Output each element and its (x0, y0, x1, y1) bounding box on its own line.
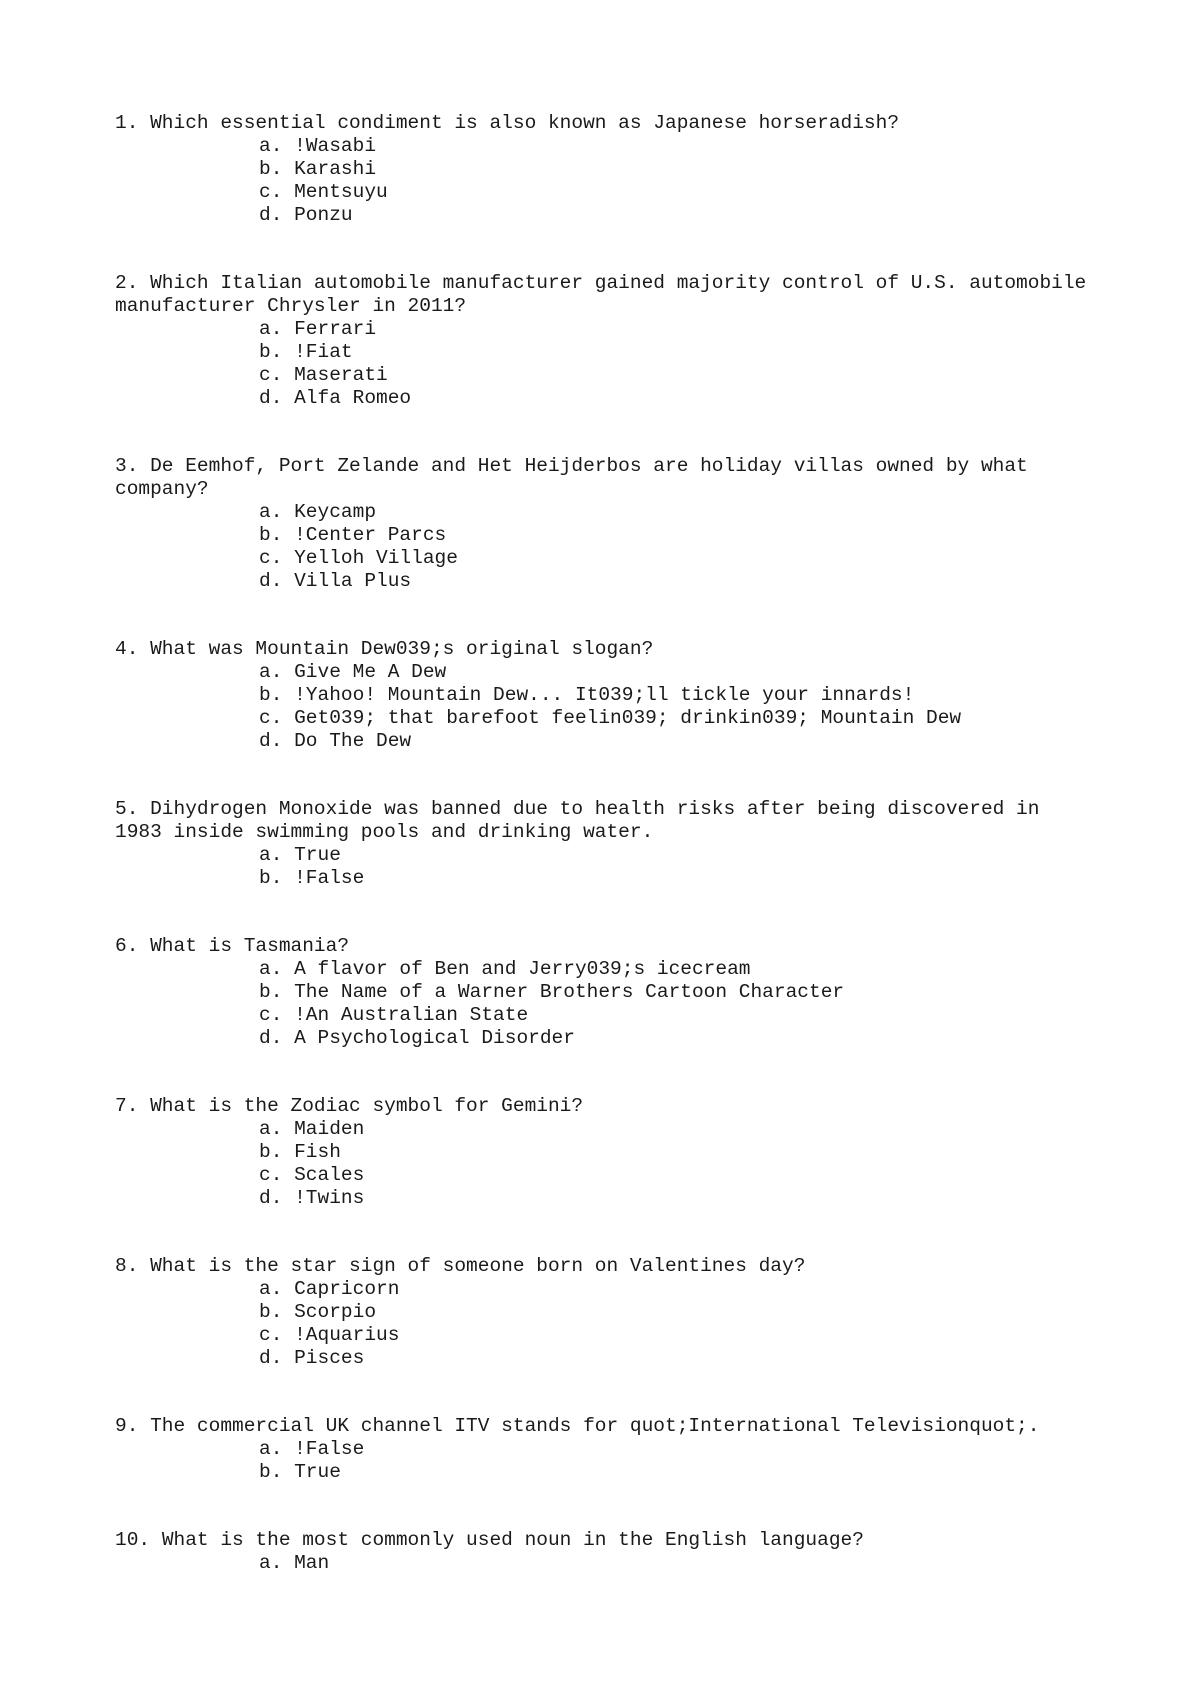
answer-option (259, 1004, 1095, 1027)
question-text (115, 1255, 1095, 1278)
question-number: 7 . (115, 1095, 150, 1117)
option-letter: b . (259, 524, 294, 546)
option-letter: d . (259, 1347, 294, 1369)
option-letter: b . (259, 158, 294, 180)
question-text (115, 638, 1095, 661)
answer-option (259, 547, 1095, 570)
option-text: !Wasabi (294, 135, 377, 157)
quiz-question (115, 112, 1095, 227)
quiz-question (115, 1255, 1095, 1370)
option-letter: b . (259, 1141, 294, 1163)
option-text: True (294, 844, 341, 866)
answer-option (259, 1278, 1095, 1301)
question-prompt: What was Mountain Dew039;s original slogan? (150, 638, 654, 660)
option-letter: a . (259, 844, 294, 866)
option-text: Pisces (294, 1347, 365, 1369)
option-letter: c . (259, 547, 294, 569)
question-text (115, 272, 1098, 318)
option-letter: c . (259, 1004, 294, 1026)
question-number: 4 . (115, 638, 150, 660)
option-text: Alfa Romeo (294, 387, 412, 409)
option-text: Give Me A Dew (294, 661, 447, 683)
question-number: 1 . (115, 112, 150, 134)
option-letter: a . (259, 501, 294, 523)
quiz-question (115, 272, 1098, 410)
answer-option (259, 867, 1095, 890)
option-letter: c . (259, 707, 294, 729)
answer-option (259, 661, 1095, 684)
option-letter: a . (259, 135, 294, 157)
answer-option (259, 204, 1095, 227)
question-text (115, 1095, 1095, 1118)
answer-option (259, 364, 1095, 387)
option-text: !Aquarius (294, 1324, 400, 1346)
option-text: Scorpio (294, 1301, 377, 1323)
option-letter: a . (259, 1118, 294, 1140)
question-number: 6 . (115, 935, 150, 957)
option-text: Yelloh Village (294, 547, 458, 569)
answer-option (259, 684, 1095, 707)
quiz-list (115, 112, 1098, 1620)
quiz-question (115, 935, 1095, 1050)
option-text: !Center Parcs (294, 524, 447, 546)
option-letter: c . (259, 1164, 294, 1186)
answer-option (259, 158, 1095, 181)
option-letter: a . (259, 1278, 294, 1300)
question-text (115, 455, 1095, 501)
answer-option (259, 1118, 1095, 1141)
option-text: Capricorn (294, 1278, 400, 1300)
option-letter: c . (259, 1324, 294, 1346)
quiz-question (115, 1415, 1095, 1484)
option-text: Scales (294, 1164, 365, 1186)
option-letter: d . (259, 1027, 294, 1049)
answer-option (259, 1187, 1095, 1210)
option-letter: d . (259, 387, 294, 409)
option-text: Maserati (294, 364, 388, 386)
answer-option (259, 1347, 1095, 1370)
question-number: 10 . (115, 1529, 162, 1551)
option-text: Mentsuyu (294, 181, 388, 203)
option-text: A flavor of Ben and Jerry039;s icecream (294, 958, 751, 980)
quiz-question (115, 798, 1095, 890)
answer-option (259, 1027, 1095, 1050)
answer-option (259, 1438, 1095, 1461)
question-prompt: Which essential condiment is also known as Japanese horseradish? (150, 112, 900, 134)
option-text: Villa Plus (294, 570, 412, 592)
quiz-question (115, 1529, 1095, 1575)
option-letter: a . (259, 1552, 294, 1574)
option-text: !An Australian State (294, 1004, 529, 1026)
answer-option (259, 1461, 1095, 1484)
answer-option (259, 570, 1095, 593)
option-text: Do The Dew (294, 730, 412, 752)
option-text: Man (294, 1552, 330, 1574)
quiz-question (115, 455, 1095, 593)
answer-option (259, 981, 1095, 1004)
option-text: !Yahoo! Mountain Dew... It039;ll tickle your innards! (294, 684, 915, 706)
option-text: Fish (294, 1141, 341, 1163)
option-text: Karashi (294, 158, 377, 180)
option-letter: b . (259, 341, 294, 363)
option-text: A Psychological Disorder (294, 1027, 575, 1049)
option-letter: d . (259, 204, 294, 226)
option-letter: c . (259, 364, 294, 386)
option-letter: b . (259, 684, 294, 706)
question-number: 8 . (115, 1255, 150, 1277)
question-prompt: De Eemhof, Port Zelande and Het Heijderbos are holiday villas owned by what company? (115, 455, 1040, 500)
option-text: The Name of a Warner Brothers Cartoon Character (294, 981, 845, 1003)
answer-option (259, 1141, 1095, 1164)
option-text: !Fiat (294, 341, 353, 363)
answer-option (259, 1301, 1095, 1324)
quiz-question (115, 1095, 1095, 1210)
answer-option (259, 341, 1095, 364)
question-text (115, 935, 1095, 958)
option-text: Ferrari (294, 318, 377, 340)
answer-option (259, 958, 1095, 981)
question-number: 5 . (115, 798, 150, 820)
option-text: Get039; that barefoot feelin039; drinkin039; Mountain Dew (294, 707, 962, 729)
question-number: 9 . (115, 1415, 150, 1437)
question-prompt: Dihydrogen Monoxide was banned due to health risks after being discovered in 1983 inside swimming pools and drinking water. (115, 798, 1052, 843)
option-letter: b . (259, 1461, 294, 1483)
option-letter: b . (259, 1301, 294, 1323)
option-text: Keycamp (294, 501, 377, 523)
option-text: True (294, 1461, 341, 1483)
quiz-question (115, 638, 1095, 753)
question-prompt: Which Italian automobile manufacturer gained majority control of U.S. automobile manufacturer Chrysler in 2011? (115, 272, 1098, 317)
answer-option (259, 844, 1095, 867)
option-letter: d . (259, 1187, 294, 1209)
option-letter: a . (259, 318, 294, 340)
question-number: 3 . (115, 455, 150, 477)
question-prompt: What is the Zodiac symbol for Gemini? (150, 1095, 584, 1117)
option-letter: d . (259, 570, 294, 592)
question-prompt: What is the most commonly used noun in the English language? (161, 1529, 864, 1551)
question-text (115, 1415, 1095, 1438)
option-letter: a . (259, 958, 294, 980)
answer-option (259, 1164, 1095, 1187)
answer-option (259, 135, 1095, 158)
answer-option (259, 501, 1095, 524)
option-text: !Twins (294, 1187, 365, 1209)
option-text: Ponzu (294, 204, 353, 226)
option-letter: c . (259, 181, 294, 203)
question-prompt: What is Tasmania? (150, 935, 350, 957)
answer-option (259, 1552, 1095, 1575)
answer-option (259, 1324, 1095, 1347)
option-letter: a . (259, 661, 294, 683)
answer-option (259, 730, 1095, 753)
answer-option (259, 318, 1095, 341)
question-number: 2 . (115, 272, 150, 294)
question-prompt: What is the star sign of someone born on Valentines day? (150, 1255, 806, 1277)
question-prompt: The commercial UK channel ITV stands for quot;International Televisionquot;. (150, 1415, 1040, 1437)
question-text (115, 1529, 1095, 1552)
answer-option (259, 707, 1095, 730)
option-text: !False (294, 1438, 365, 1460)
answer-option (259, 181, 1095, 204)
answer-option (259, 524, 1095, 547)
option-text: !False (294, 867, 365, 889)
question-text (115, 798, 1095, 844)
option-letter: d . (259, 730, 294, 752)
answer-option (259, 387, 1095, 410)
question-text (115, 112, 1095, 135)
option-letter: b . (259, 867, 294, 889)
option-text: Maiden (294, 1118, 365, 1140)
option-letter: b . (259, 981, 294, 1003)
option-letter: a . (259, 1438, 294, 1460)
